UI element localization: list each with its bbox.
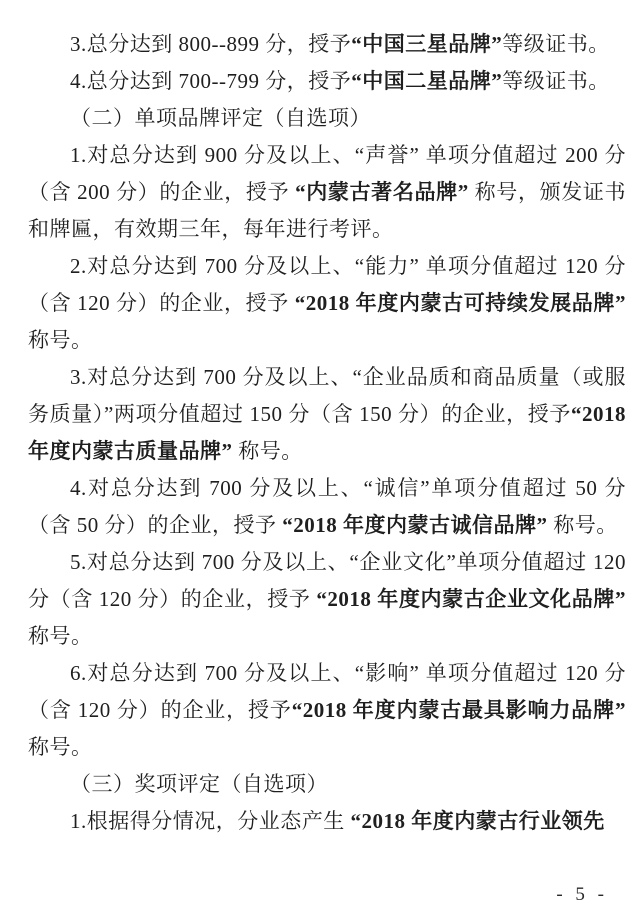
body-text: 称号。 [28, 624, 93, 648]
body-text: 称号。 [547, 513, 618, 537]
body-text: 称号。 [28, 735, 93, 759]
body-text: 4.总分达到 700--799 分，授予 [70, 69, 352, 93]
body-text: （三）奖项评定（自选项） [70, 772, 328, 796]
paragraph-famous-brand [28, 137, 626, 248]
body-text: 2.对总分达到 700 分及以上、“能力” 单项分值超过 120 分（含 120 分）的企业，授予 [28, 254, 626, 315]
body-text: 6.对总分达到 700 分及以上、“影响” 单项分值超过 120 分（含 120 分）的企业，授予 [28, 661, 626, 722]
bold-brand-text: “2018 年度内蒙古可持续发展品牌” [294, 291, 626, 315]
section-heading-single-brand [28, 100, 626, 137]
body-text: 3.总分达到 800--899 分，授予 [70, 32, 352, 56]
section-heading-award [28, 766, 626, 803]
bold-brand-text: “中国二星品牌” [351, 69, 503, 93]
paragraph-quality-brand [28, 359, 626, 470]
body-text: （二）单项品牌评定（自选项） [70, 106, 371, 130]
body-text: 称号。 [28, 328, 93, 352]
paragraph-integrity-brand [28, 470, 626, 544]
paragraph-china-two-star [28, 63, 626, 100]
page-number: - 5 - [556, 884, 608, 905]
bold-brand-text: “中国三星品牌” [351, 32, 503, 56]
bold-brand-text: “2018 年度内蒙古行业领先 [350, 809, 605, 833]
paragraph-china-three-star [28, 26, 626, 63]
body-text: 等级证书。 [502, 69, 610, 93]
body-text: 5.对总分达到 700 分及以上、“企业文化”单项分值超过 120 分（含 120 分）的企业，授予 [28, 550, 626, 611]
bold-brand-text: “内蒙古著名品牌” [295, 180, 469, 204]
body-text: 1.对总分达到 900 分及以上、“声誉” 单项分值超过 200 分（含 200 分）的企业，授予 [28, 143, 626, 204]
body-text: 称号。 [232, 439, 303, 463]
paragraph-influence-brand [28, 655, 626, 766]
bold-brand-text: “2018 年度内蒙古企业文化品牌” [316, 587, 627, 611]
body-text: 4.对总分达到 700 分及以上、“诚信”单项分值超过 50 分（含 50 分）的企业，授予 [28, 476, 626, 537]
body-text: 称号，颁发证书和牌匾，有效期三年，每年进行考评。 [28, 180, 627, 241]
paragraph-culture-brand [28, 544, 626, 655]
document-body [28, 26, 626, 840]
body-text: 3.对总分达到 700 分及以上、“企业品质和商品质量（或服务质量）”两项分值超过 150 分（含 150 分）的企业，授予 [28, 365, 626, 426]
paragraph-industry-leading [28, 803, 626, 840]
body-text: 等级证书。 [502, 32, 610, 56]
body-text: 1.根据得分情况，分业态产生 [70, 809, 351, 833]
bold-brand-text: “2018 年度内蒙古诚信品牌” [282, 513, 548, 537]
bold-brand-text: “2018 年度内蒙古最具影响力品牌” [291, 698, 627, 722]
bold-brand-text: “2018 年度内蒙古质量品牌” [28, 402, 626, 463]
paragraph-sustainable-brand [28, 248, 626, 359]
